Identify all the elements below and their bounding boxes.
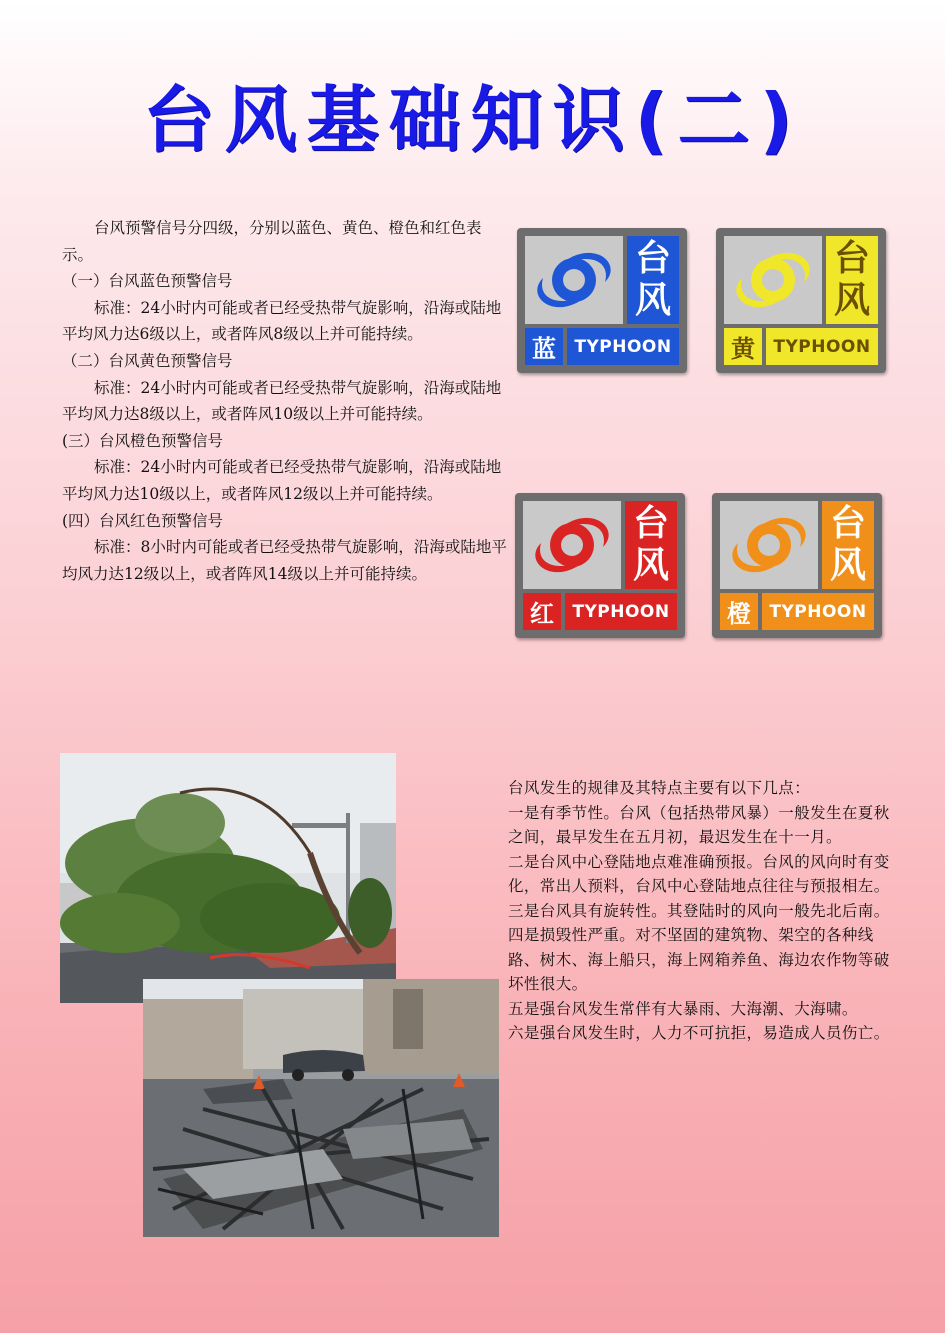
typhoon-char: 台 (833, 238, 870, 279)
level-standard: 标准：24小时内可能或者已经受热带气旋影响，沿海或陆地平均风力达8级以上，或者阵风10级以上并可能持续。 (62, 378, 502, 424)
blue-typhoon-signal (517, 228, 687, 373)
typhoon-chars (826, 236, 878, 324)
level-label: 橙 (720, 593, 758, 630)
fallen-tree-photo (60, 753, 396, 1003)
typhoon-char: 风 (833, 280, 870, 321)
level-heading: (四）台风红色预警信号 (62, 511, 224, 530)
characteristics-intro: 台风发生的规律及其特点主要有以下几点： (508, 779, 811, 797)
typhoon-chars (625, 501, 677, 589)
typhoon-symbol-icon (724, 236, 822, 324)
level-standard: 标准：24小时内可能或者已经受热带气旋影响，沿海或陆地平均风力达10级以上，或者阵风12级以上并可能持续。 (62, 458, 502, 503)
characteristic-point: 四是损毁性严重。对不坚固的建筑物、架空的各种线路、树木、海上船只，海上网箱养鱼、海边农作物等破坏性很大。 (508, 926, 890, 993)
typhoon-word: TYPHOON (565, 593, 677, 630)
typhoon-chars (822, 501, 874, 589)
level-heading: (三）台风橙色预警信号 (62, 431, 224, 450)
red-typhoon-signal (515, 493, 685, 638)
typhoon-char: 风 (632, 545, 669, 586)
characteristic-point: 三是台风具有旋转性。其登陆时的风向一般先北后南。 (508, 901, 890, 920)
typhoon-char: 风 (634, 280, 671, 321)
level-label: 红 (523, 593, 561, 630)
intro-paragraph: 台风预警信号分四级，分别以蓝色、黄色、橙色和红色表示。 (62, 219, 482, 264)
characteristic-point: 二是台风中心登陆地点难准确预报。台风的风向时有变化，常出人预料，台风中心登陆地点往往与预报相左。 (508, 852, 890, 895)
yellow-typhoon-signal (716, 228, 886, 373)
typhoon-word: TYPHOON (766, 328, 878, 365)
typhoon-char: 台 (632, 503, 669, 544)
characteristic-point: 五是强台风发生常伴有大暴雨、大海潮、大海啸。 (508, 999, 858, 1018)
level-label: 蓝 (525, 328, 563, 365)
warning-levels-text (62, 215, 507, 587)
level-standard: 标准：8小时内可能或者已经受热带气旋影响，沿海或陆地平均风力达12级以上，或者阵风14级以上并可能持续。 (62, 538, 507, 583)
characteristic-point: 一是有季节性。台风（包括热带风暴）一般发生在夏秋之间，最早发生在五月初，最迟发生在十一月。 (508, 803, 890, 846)
level-label: 黄 (724, 328, 762, 365)
typhoon-word: TYPHOON (567, 328, 679, 365)
typhoon-symbol-icon (523, 501, 621, 589)
typhoon-symbol-icon (720, 501, 818, 589)
debris-street-photo (143, 979, 499, 1237)
typhoon-word: TYPHOON (762, 593, 874, 630)
typhoon-symbol-icon (525, 236, 623, 324)
typhoon-chars (627, 236, 679, 324)
level-heading: （二）台风黄色预警信号 (62, 351, 233, 370)
typhoon-characteristics-text (508, 776, 904, 1046)
level-heading: （一）台风蓝色预警信号 (62, 272, 233, 291)
orange-typhoon-signal (712, 493, 882, 638)
characteristic-point: 六是强台风发生时，人力不可抗拒，易造成人员伤亡。 (508, 1024, 890, 1042)
typhoon-char: 台 (829, 503, 866, 544)
typhoon-char: 风 (829, 545, 866, 586)
level-standard: 标准：24小时内可能或者已经受热带气旋影响，沿海或陆地平均风力达6级以上，或者阵风8级以上并可能持续。 (62, 298, 502, 344)
page-title: 台风基础知识(二) (142, 78, 803, 162)
typhoon-char: 台 (634, 238, 671, 279)
